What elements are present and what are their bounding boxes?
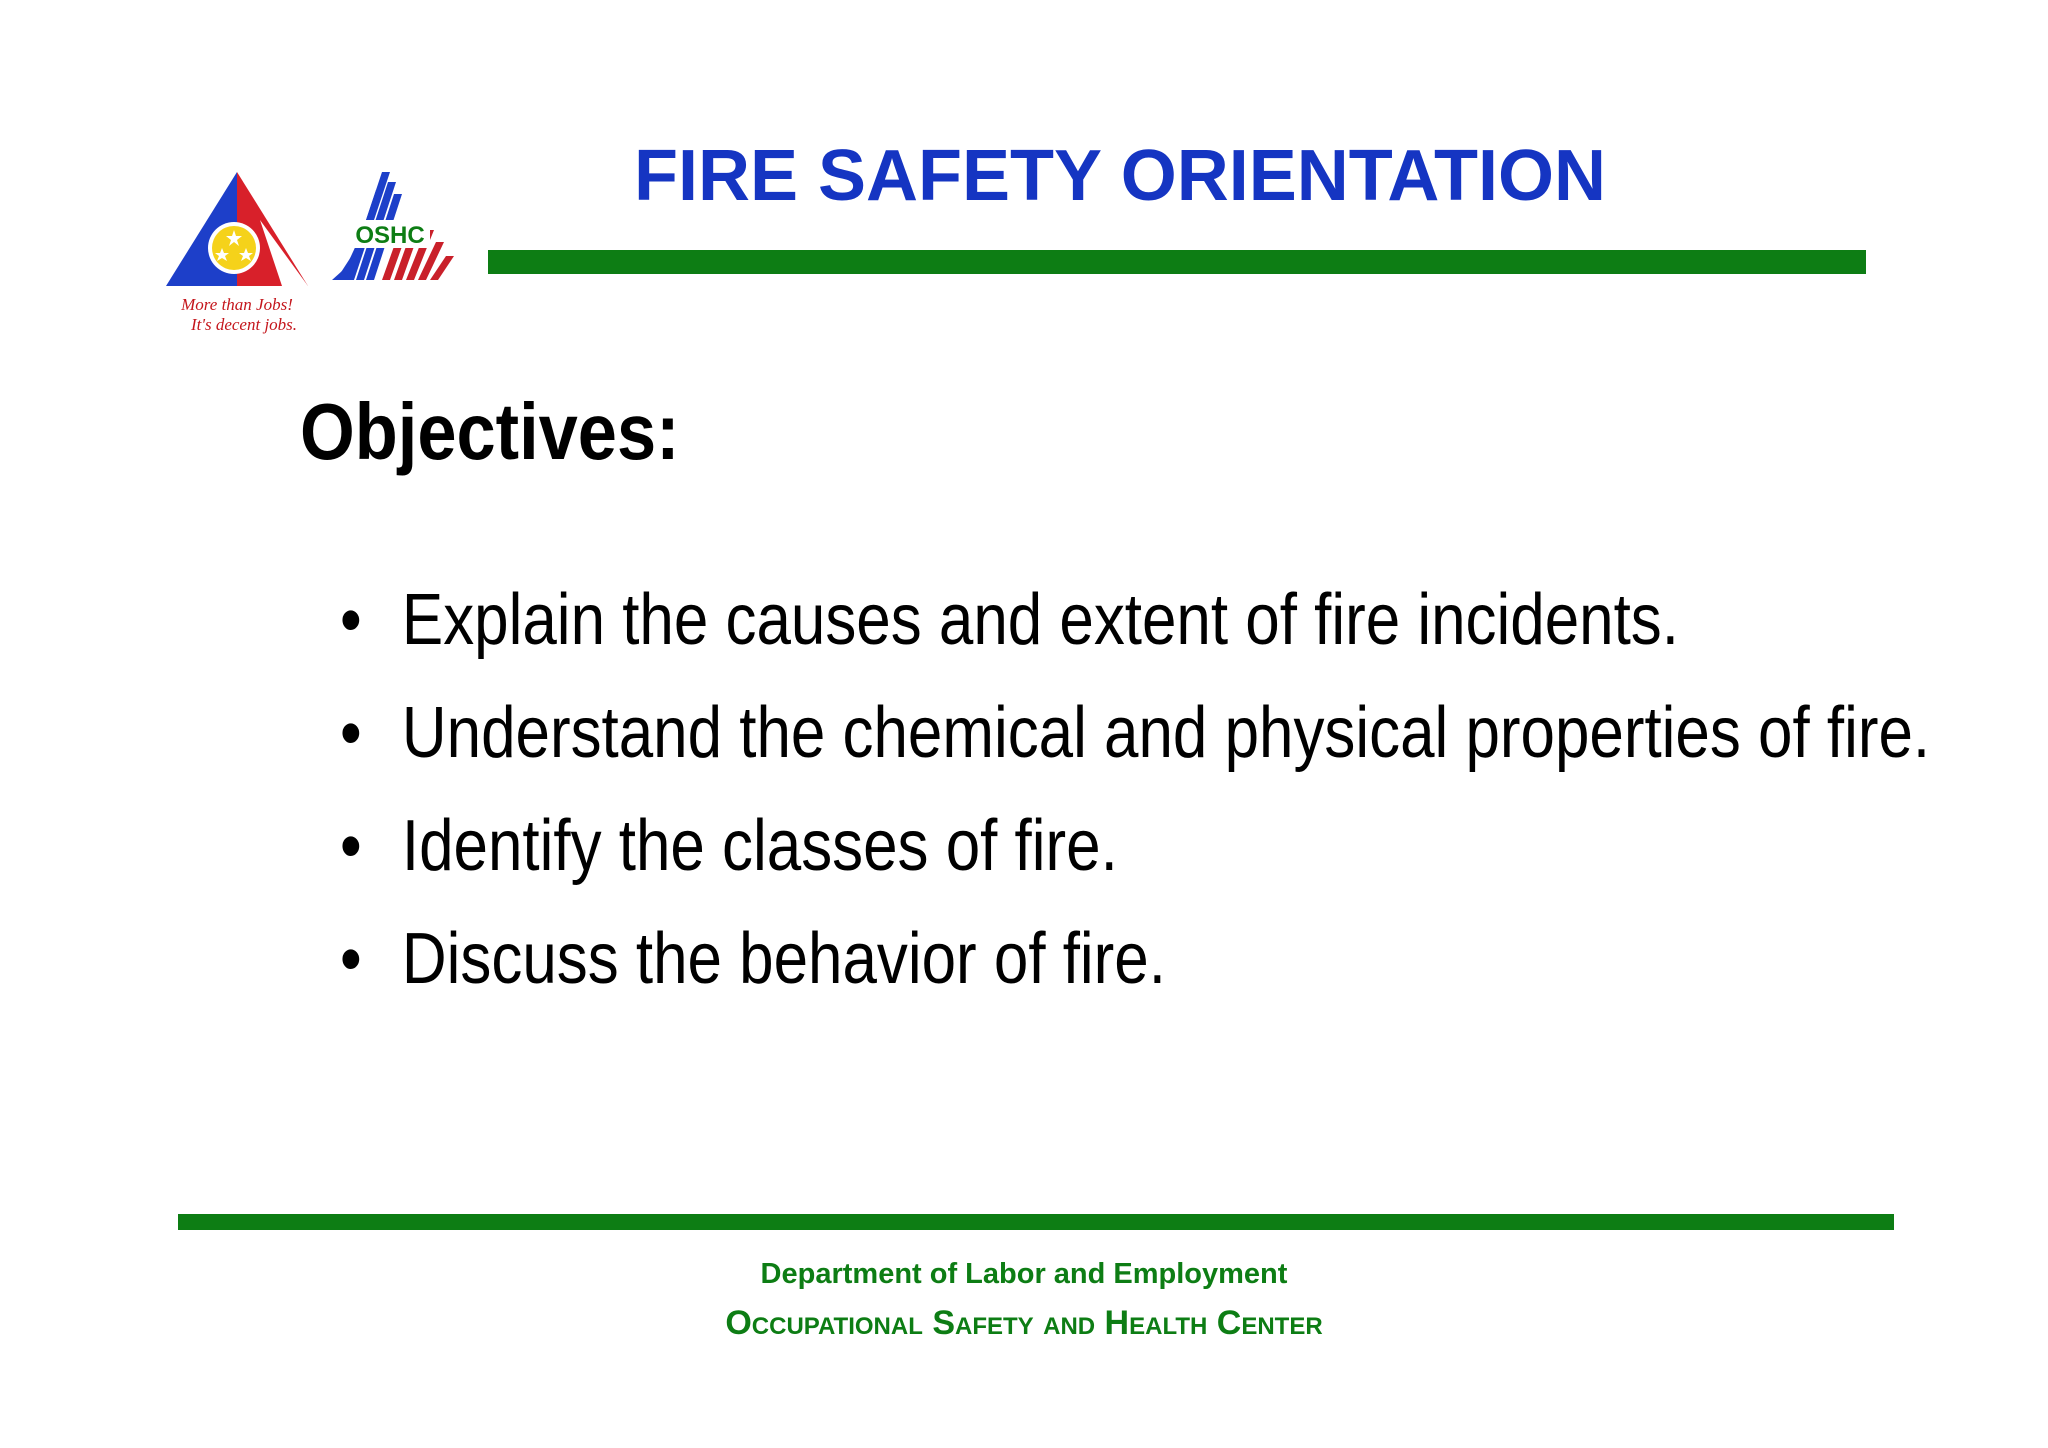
objective-item xyxy=(340,909,1933,1009)
objective-item xyxy=(340,570,1933,670)
title-underline-bar xyxy=(488,250,1866,274)
footer-department: Department of Labor and Employment xyxy=(760,1258,1288,1290)
dole-tagline-2: It's decent jobs. xyxy=(190,315,298,334)
slide-title: FIRE SAFETY ORIENTATION xyxy=(633,136,1607,216)
objective-text: Discuss the behavior of fire. xyxy=(401,919,1166,999)
oshc-logo-text: OSHC xyxy=(355,222,425,249)
dole-tagline-1: More than Jobs! xyxy=(181,295,293,314)
objective-item xyxy=(340,796,1933,896)
footer-divider-bar xyxy=(178,1214,1894,1230)
oshc-logo-icon xyxy=(324,170,462,286)
objectives-heading: Objectives: xyxy=(300,387,680,476)
bullet-icon: • xyxy=(340,693,362,773)
bullet-icon: • xyxy=(340,806,362,886)
bullet-icon: • xyxy=(340,580,362,660)
objectives-list xyxy=(340,570,1931,1022)
objective-text: Understand the chemical and physical properties of fire. xyxy=(401,693,1931,773)
objective-text: Explain the causes and extent of fire incidents. xyxy=(401,580,1679,660)
objective-item xyxy=(340,683,1933,783)
objective-text: Identify the classes of fire. xyxy=(401,806,1118,886)
bullet-icon: • xyxy=(340,919,362,999)
dole-logo-icon xyxy=(162,168,312,338)
footer-center-name: Occupational Safety and Health Center xyxy=(725,1304,1323,1342)
